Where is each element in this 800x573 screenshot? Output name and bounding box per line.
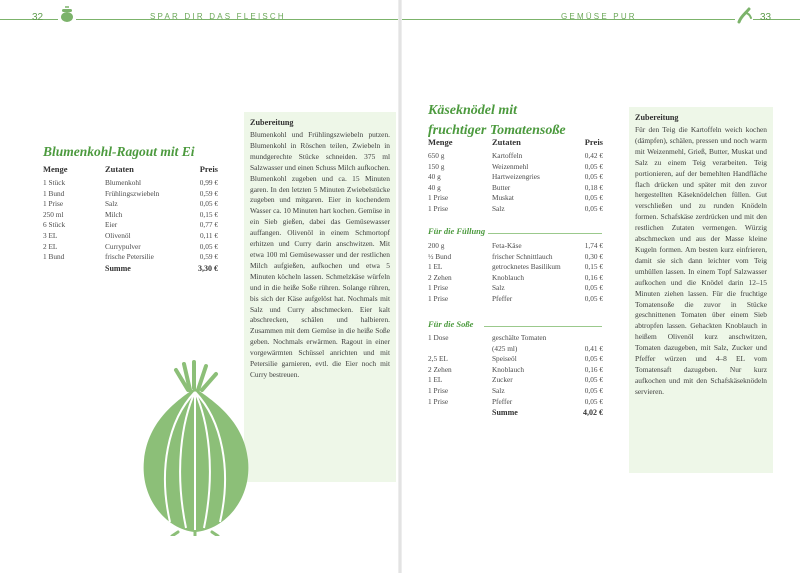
cell-ingredient: Currypulver: [105, 241, 141, 251]
cell-ingredient: Salz: [492, 385, 505, 395]
cell-ingredient: Weizenmehl: [492, 161, 529, 171]
cell-price: 0,05 €: [584, 354, 603, 364]
cell-amount: 2 Zehen: [428, 272, 452, 282]
cell-amount: 1 Prise: [428, 203, 449, 213]
table-row: [43, 220, 218, 231]
cell-ingredient: (425 ml): [492, 343, 518, 353]
cell-amount: 3 EL: [43, 230, 58, 240]
column-header-price: Preis: [199, 164, 218, 174]
onion-illustration: [138, 360, 256, 536]
book-gutter: [398, 0, 402, 573]
cell-amount: 6 Stück: [43, 220, 66, 230]
cell-ingredient: Knoblauch: [492, 364, 525, 374]
cell-ingredient: Hartweizengries: [492, 172, 540, 182]
cell-amount: 1 Prise: [428, 193, 449, 203]
cell-amount: 1 Prise: [43, 199, 64, 209]
right-recipe-title: [428, 101, 566, 141]
cell-amount: 1 Prise: [428, 283, 449, 293]
cell-amount: 2,5 EL: [428, 354, 448, 364]
sauce-table: [428, 333, 603, 419]
table-row: [428, 273, 603, 284]
cell-amount: 1 Prise: [428, 293, 449, 303]
cell-ingredient: Frühlingszwiebeln: [105, 188, 160, 198]
cell-price: 0,30 €: [584, 251, 603, 261]
filling-rows: [428, 241, 603, 305]
cell-amount: 250 ml: [43, 209, 64, 219]
cell-price: 0,05 €: [584, 375, 603, 385]
cell-price: 0,41 €: [584, 343, 603, 353]
left-preparation-box: [244, 112, 396, 482]
cell-price: 0,16 €: [584, 364, 603, 374]
cell-price: 0,05 €: [584, 203, 603, 213]
cell-price: 0,05 €: [584, 193, 603, 203]
column-header-ingredient: Zutaten: [492, 137, 521, 147]
cell-ingredient: Feta-Käse: [492, 241, 522, 250]
table-row: [428, 241, 603, 252]
sum-row: [428, 407, 603, 419]
table-row: [43, 242, 218, 253]
cell-price: 0,15 €: [584, 262, 603, 272]
preparation-heading: Zubereitung: [250, 118, 294, 127]
cell-amount: 1 Bund: [43, 188, 65, 198]
cell-price: 0,18 €: [584, 182, 603, 192]
table-row: [43, 189, 218, 200]
cell-ingredient: Pfeffer: [492, 293, 513, 303]
sum-label: Summe: [105, 263, 131, 273]
sum-value: 3,30 €: [198, 263, 218, 273]
cell-ingredient: Salz: [105, 199, 118, 209]
sum-label: Summe: [492, 408, 518, 418]
sauce-heading: Für die Soße: [428, 319, 474, 329]
cell-price: 0,05 €: [584, 172, 603, 182]
cell-ingredient: Butter: [492, 182, 511, 192]
cell-amount: 1 Bund: [43, 252, 65, 262]
pot-icon: [58, 6, 76, 24]
cell-price: 0,05 €: [199, 241, 218, 251]
cell-amount: 40 g: [428, 182, 441, 192]
table-row: [428, 354, 603, 365]
right-recipe-title-line2: fruchtiger Tomatensoße: [428, 123, 566, 138]
cell-price: 0,05 €: [584, 396, 603, 406]
cell-price: 0,05 €: [584, 293, 603, 303]
cell-price: 0,99 €: [199, 178, 218, 187]
table-row: [428, 386, 603, 397]
column-header-ingredient: Zutaten: [105, 164, 134, 174]
column-header-amount: Menge: [43, 164, 68, 174]
preparation-text: Blumenkohl und Frühlingszwiebeln putzen. Blumenkohl in Röschen teilen, Zwiebeln in mundgerechte Stücke schneiden. 375 ml Salzwasser und einen Schuss Milch aufkochen. Blumenkohl zugeben und ca. 15 Minuten garen. In den letzten 5 Minuten Zwiebelstücke zugeben und mitgaren. Eier in kochendem Wasser ca. 10 Minuten hart kochen. Gemüse in ein Sieb gießen, dabei das Gemüsewasser auffangen. Olivenöl in einem Schmortopf erhitzen und Curry darin anschwitzen. Mit etwa 100 ml Gemüsewasser und der restlichen Milch aufgießen, aufkochen und etwa 5 Minuten köcheln lassen. Schmelzkäse würfeln und in die heiße Soße rühren. Solange rühren, bis sich der Käse aufgelöst hat. Nochmals mit Salz und Curry abschmecken. Eier kalt abschrecken, schälen und halbieren. Zusammen mit dem Gemüse in die heiße Soße geben. Nochmals erwärmen. Ragout in einer vorgewärmten Schüssel anrichten und mit Petersilie garnieren, evtl. die Eier noch mit Curry bestreuen.: [250, 130, 390, 379]
cell-price: 0,16 €: [584, 272, 603, 282]
table-row: [43, 231, 218, 242]
cell-price: 0,59 €: [199, 188, 218, 198]
cell-amount: [428, 344, 492, 355]
cell-ingredient: geschälte Tomaten: [492, 333, 547, 342]
preparation-heading: Zubereitung: [635, 113, 679, 122]
cell-amount: 40 g: [428, 172, 441, 182]
cell-amount: 200 g: [428, 241, 445, 250]
cell-amount: 1 EL: [428, 262, 443, 272]
right-recipe-title-line1: Käseknödel mit: [428, 103, 518, 118]
cell-ingredient: Speiseöl: [492, 354, 517, 364]
filling-table: [428, 241, 603, 305]
right-preparation-box: [629, 107, 773, 473]
table-row: [428, 151, 603, 162]
cell-price: 0,05 €: [584, 283, 603, 293]
cell-ingredient: frische Petersilie: [105, 252, 154, 262]
cell-amount: 2 EL: [43, 241, 58, 251]
cell-ingredient: Salz: [492, 283, 505, 293]
cell-ingredient: Salz: [492, 203, 505, 213]
sum-spacer: [43, 263, 105, 275]
cell-price: 0,15 €: [199, 209, 218, 219]
table-row: [428, 262, 603, 273]
cell-amount: 150 g: [428, 161, 445, 171]
cell-ingredient: Muskat: [492, 193, 514, 203]
cell-price: 0,05 €: [199, 199, 218, 209]
cell-price: 0,42 €: [584, 151, 603, 160]
left-ingredients-table: [43, 164, 218, 274]
table-header-row: [43, 164, 218, 178]
left-running-head: SPAR DIR DAS FLEISCH: [150, 12, 286, 21]
cell-ingredient: Pfeffer: [492, 396, 513, 406]
cell-amount: ½ Bund: [428, 251, 452, 261]
cell-price: 0,11 €: [200, 230, 218, 240]
table-header-row: [428, 137, 603, 151]
cell-amount: 1 Prise: [428, 396, 449, 406]
cell-ingredient: Zucker: [492, 375, 513, 385]
cell-price: 1,74 €: [584, 241, 603, 250]
right-page-number: 33: [760, 12, 772, 23]
cell-ingredient: frischer Schnittlauch: [492, 251, 553, 261]
cell-ingredient: Eier: [105, 220, 118, 230]
cell-amount: 1 EL: [428, 375, 443, 385]
cell-ingredient: Olivenöl: [105, 230, 131, 240]
cell-amount: 1 Dose: [428, 333, 449, 342]
table-row: [43, 252, 218, 263]
left-page-number: 32: [32, 12, 44, 23]
cell-price: 0,77 €: [199, 220, 218, 230]
left-ingredients-rows: [43, 178, 218, 263]
table-row: [428, 294, 603, 305]
cell-price: [578, 333, 603, 344]
table-row: [428, 204, 603, 215]
table-row: [428, 333, 603, 344]
table-row: [428, 172, 603, 183]
table-row: [43, 210, 218, 221]
column-header-price: Preis: [584, 137, 603, 147]
filling-heading: Für die Füllung: [428, 226, 486, 236]
table-row: [428, 375, 603, 386]
right-ingredients-rows: [428, 151, 603, 215]
cell-ingredient: Blumenkohl: [105, 178, 142, 187]
sum-value: 4,02 €: [583, 408, 603, 418]
column-header-amount: Menge: [428, 137, 453, 147]
cell-amount: 650 g: [428, 151, 445, 160]
preparation-text: Für den Teig die Kartoffeln weich kochen (dämpfen), schälen, pressen und noch warm mit Weizenmehl, Grieß, Butter, Muskat und Salz zu einem Teig verarbeiten. Teig portionieren, auf der bemehlten Handfläche flach drücken und später mit den zuvor hergestellten Käseknödelchen füllen. Gut verschließen und zu runden Knödeln formen. Schafskäse zerdrücken und mit den restlichen Zutaten vermengen. Würzig abschmecken und aus der Masse kleine Kugeln formen. Am besten kurz einfrieren, damit sie sich dann leichter vom Teig umhüllen lassen. In einem Topf Salzwasser aufkochen und die Knödel darin 12–15 Minuten ziehen lassen. Für die fruchtige Tomatensoße die zuvor in Stücke geschnittenen Tomaten über einem Sieb abtropfen lassen. Gehackten Knoblauch in heißem Olivenöl kurz anschwitzen, Tomaten dazugeben, mit Salz, Zucker und Pfeffer würzen und 4–8 EL vom Tomatensaft dazugeben. Nur kurz aufkochen und mit den Schafskäseknödeln servieren.: [635, 125, 767, 396]
table-row: [428, 162, 603, 173]
filling-rule: [488, 233, 602, 234]
leek-icon: [735, 6, 753, 24]
cell-amount: 1 Stück: [43, 178, 66, 187]
table-row: [428, 344, 603, 355]
sauce-rule: [484, 326, 602, 327]
cell-amount: 2 Zehen: [428, 364, 452, 374]
cell-price: 0,05 €: [584, 385, 603, 395]
right-running-head: GEMÜSE PUR: [561, 12, 637, 21]
table-row: [428, 252, 603, 263]
table-row: [428, 283, 603, 294]
cell-price: 0,05 €: [584, 161, 603, 171]
table-row: [428, 193, 603, 204]
sum-row: [43, 263, 218, 275]
cell-ingredient: Kartoffeln: [492, 151, 523, 160]
sum-spacer: [428, 407, 492, 419]
cell-ingredient: getrocknetes Basilikum: [492, 262, 561, 272]
cell-amount: 1 Prise: [428, 385, 449, 395]
table-row: [43, 178, 218, 189]
left-recipe-title: Blumenkohl-Ragout mit Ei: [43, 144, 195, 159]
sauce-rows: [428, 333, 603, 407]
right-ingredients-table: [428, 137, 603, 215]
cell-ingredient: Milch: [105, 209, 123, 219]
cell-ingredient: Knoblauch: [492, 272, 525, 282]
table-row: [43, 199, 218, 210]
cell-price: 0,59 €: [199, 252, 218, 262]
table-row: [428, 183, 603, 194]
table-row: [428, 365, 603, 376]
table-row: [428, 397, 603, 408]
